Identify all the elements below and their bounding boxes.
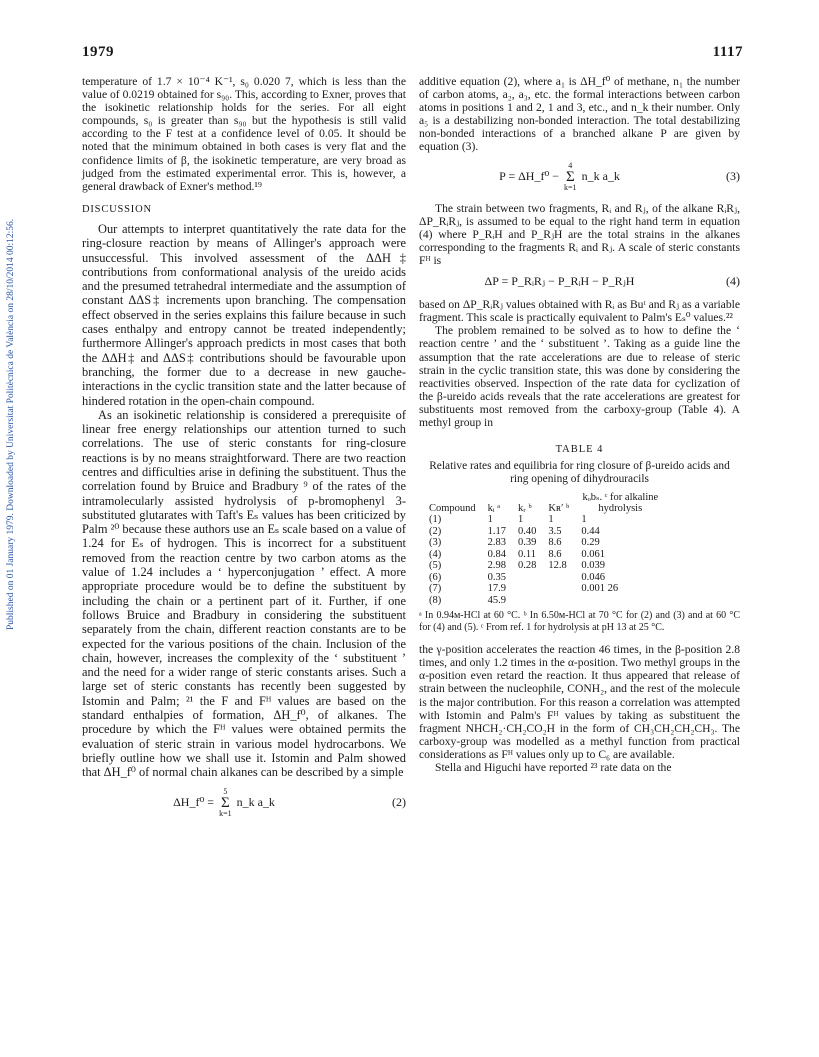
equation-2 — [82, 788, 406, 818]
paragraph-stella-higuchi: Stella and Higuchi have reported ²³ rate data on the — [435, 761, 672, 774]
download-notice-sidebar[interactable]: Published on 01 January 1979. Downloaded by Universitat Politècnica de València on 28/10/2014 00:12:56. — [6, 218, 16, 630]
paragraph-strain-fragments: The strain between two fragments, Rᵢ and Rⱼ, of the alkane RᵢRⱼ, ΔP_RᵢRⱼ, is assumed to be equal to the right hand term in equation (4) where P_RᵢH and P_RⱼH are the total strains in the alkanes corresponding to the fragments Rᵢ and Rⱼ. A scale of steric constants Fᴴ is — [419, 201, 740, 267]
paragraph-reaction-centre: The problem remained to be solved as to how to define the ‘ reaction centre ’ and the ‘ substituent ’. Taking as a guide line the assumption that the rate accelerations are due to release of steric strain in the cyclic transition state, this was done by considering the reactivities observed. Inspection of the rate data for cyclization of the β-ureido acids reveals that the rate accelerations are greatest for substituents most removed from the carboxy-group (Table 4). A methyl group in — [419, 324, 740, 429]
equation-4 — [419, 275, 740, 288]
left-column — [82, 75, 406, 828]
equation-2-rhs: n_k a_k — [236, 794, 275, 809]
table-header-cell: kᵣ ᵇ — [518, 503, 532, 515]
table-4-title: TABLE 4 — [555, 444, 604, 456]
table-row: (6) 0.35 0.046 — [429, 571, 605, 583]
table-header-cell: kᵢ ᵃ — [487, 503, 501, 515]
equation-2-lhs: ΔH_f⁰ = — [173, 794, 215, 809]
running-header-year: 1979 — [82, 44, 114, 60]
table-row: (5) 2.98 0.28 12.8 0.039 — [429, 560, 605, 572]
table-row: (4) 0.84 0.11 8.6 0.061 — [429, 548, 605, 560]
table-row: (3) 2.83 0.39 8.6 0.29 — [429, 537, 600, 549]
table-header-cell: Kʀ′ ᵇ — [548, 503, 570, 515]
equation-4-number: (4) — [726, 274, 740, 289]
paragraph-allinger-approach: Our attempts to interpret quantitatively the rate data for the ring-closure reaction by means of Allinger's approach were unsuccessful. This involved assessment of the ΔΔH‡ contributions from conformational analysis of the ureido acids and the presumed tetrahedral intermediate and the assumption of constant ΔΔS‡ increments upon branching. The compensation effect observed in the series explains this failure because in such cases enthalpy and entropy cannot be treated independently; furthermore Allinger's approach predicts in most cases that both the ΔΔH‡ and ΔΔS‡ contributions should be favourable upon branching, the former due to a decrease in new gauche-interactions in the cyclic transition state and the latter because of hindered rotation in the open-chain compound. — [82, 221, 406, 408]
paragraph-additive-equation: additive equation (2), where a₁ is ΔH_f⁰ of methane, n₁ the number of carbon atoms, a₂, a₃, etc. the formal interactions between carbon atoms in positions 1 and 2, 1 and 3, etc., and n_k their number. Only a₅ is a destabilizing non-bonded interaction. The total destabilizing non-bonded interactions of a branched alkane P are given by equation (3). — [419, 75, 740, 154]
summation-icon: 4 Σ k=1 — [564, 160, 577, 192]
table-4-caption: Relative rates and equilibria for ring closure of β-ureido acids and ring opening of dihydrouracils — [429, 460, 730, 486]
table-row: (1) 1 1 1 1 — [429, 514, 587, 526]
equation-3-lhs: P = ΔH_f⁰ − — [499, 168, 560, 183]
table-4 — [423, 492, 665, 606]
equation-3 — [419, 162, 740, 192]
table-row: (8) 45.9 — [429, 594, 507, 606]
right-column — [419, 75, 740, 774]
paragraph-gamma-position: the γ-position accelerates the reaction 46 times, in the β-position 2.8 times, and only 1.2 times in the α-position. Two methyl groups in the α-position even retard the reaction. It thus appeared that release of strain between the nucleophile, CONH₂, and the rest of the molecule is the major contribution. For this reason a correlation was attempted with Istomin and Palm's Fᴴ values by taking as substituent the fragment NHCH₂·CH₂CO₂H in the form of CH₃CH₂CH₂CH₃. The carboxy-group was modelled as a methyl function from practical considerations as Fᴴ values only up to C₆ are available. — [419, 643, 740, 761]
equation-4-body: ΔP = P_RᵢRⱼ − P_RᵢH − P_RⱼH — [484, 274, 635, 289]
paragraph-exner-test: temperature of 1.7 × 10⁻⁴ K⁻¹, s₀ 0.020 7, which is less than the value of 0.0219 obtained for s₉₀. This, according to Exner, proves that the isokinetic relationship holds for the series. For all eight compounds, s₀ is greater than s₉₀ but the hypothesis is still valid according to the F test at a confidence level of 0.05. It should be noted that the minimum obtained in both cases is very flat and the confidence limits of β, the isokinetic temperature, are very broad as judged from the estimated experimental error. This is, however, a general drawback of Exner's method.¹⁹ — [82, 75, 406, 193]
table-header-cell: Compound — [429, 503, 476, 515]
table-4-footnote: ᵃ In 0.94ᴍ-HCl at 60 °C. ᵇ In 6.50ᴍ-HCl at 70 °C for (2) and (3) and at 60 °C for (4) and (5). ᶜ From ref. 1 for hydrolysis at pH 13 at 25 °C. — [419, 610, 740, 633]
section-heading-discussion: DISCUSSION — [82, 203, 152, 215]
summation-icon: 5 Σ k=1 — [219, 786, 232, 818]
paragraph-steric-constants: As an isokinetic relationship is considered a prerequisite of linear free energy relationships our attention turned to such correlations. The use of steric constants for ring-closure reactions is by no means straightforward. There are two reaction centres and difficulties arise in defining the substituent. Thus the correlation found by Bruice and Bradbury ⁹ of the rates of the intramolecularly assisted hydrolysis of p-bromophenyl 3-substituted glutarates with Taft's Eₛ values has been criticized by Palm ²⁰ because these authors use an Eₛ scale based on a value of 1.24 for Eₛ of hydrogen. This is incorrect for a substituent removed from the reaction centre by two carbon atoms as the value of 1.24 includes a ‘ hyperconjugation ’ effect. A more appropriate procedure would be to define the substituent by including the chain or a pertinent part of it. Further, if one follows Bruice and Bradbury in considering the substituent separately from the chain, different reaction constants are to be expected for the various positions of the chain. Inclusion of the chain, however, increases the complexity of the ‘ substituent ’ and the need for a wider range of steric constants arises. Such a large set of steric constants has recently been suggested by Istomin and Palm; ²¹ the F and Fᴴ values are based on the standard enthalpies of formation, ΔH_f⁰, of alkanes. The procedure by which the Fᴴ values were obtained permits the evaluation of steric strain in various model hydrocarbons. We briefly outline how we shall use it. Istomin and Palm showed that ΔH_f⁰ of normal chain alkanes can be described by a simple — [82, 407, 406, 780]
paragraph-palm-scale: based on ΔP_RᵢRⱼ values obtained with Rᵢ as Buᵗ and Rⱼ as a variable fragment. This scale is practically equivalent to Palm's Eₛ⁰ values.²² — [419, 298, 740, 325]
page-number: 1117 — [712, 44, 743, 60]
table-row: (7) 17.9 0.001 26 — [429, 583, 619, 595]
equation-3-rhs: n_k a_k — [581, 168, 620, 183]
equation-2-number: (2) — [392, 794, 406, 809]
table-header-row — [423, 492, 665, 514]
table-header-cell: kₒbₛ. ᶜ for alkaline hydrolysis — [582, 492, 659, 515]
equation-3-number: (3) — [726, 169, 740, 184]
table-row: (2) 1.17 0.40 3.5 0.44 — [429, 525, 600, 537]
